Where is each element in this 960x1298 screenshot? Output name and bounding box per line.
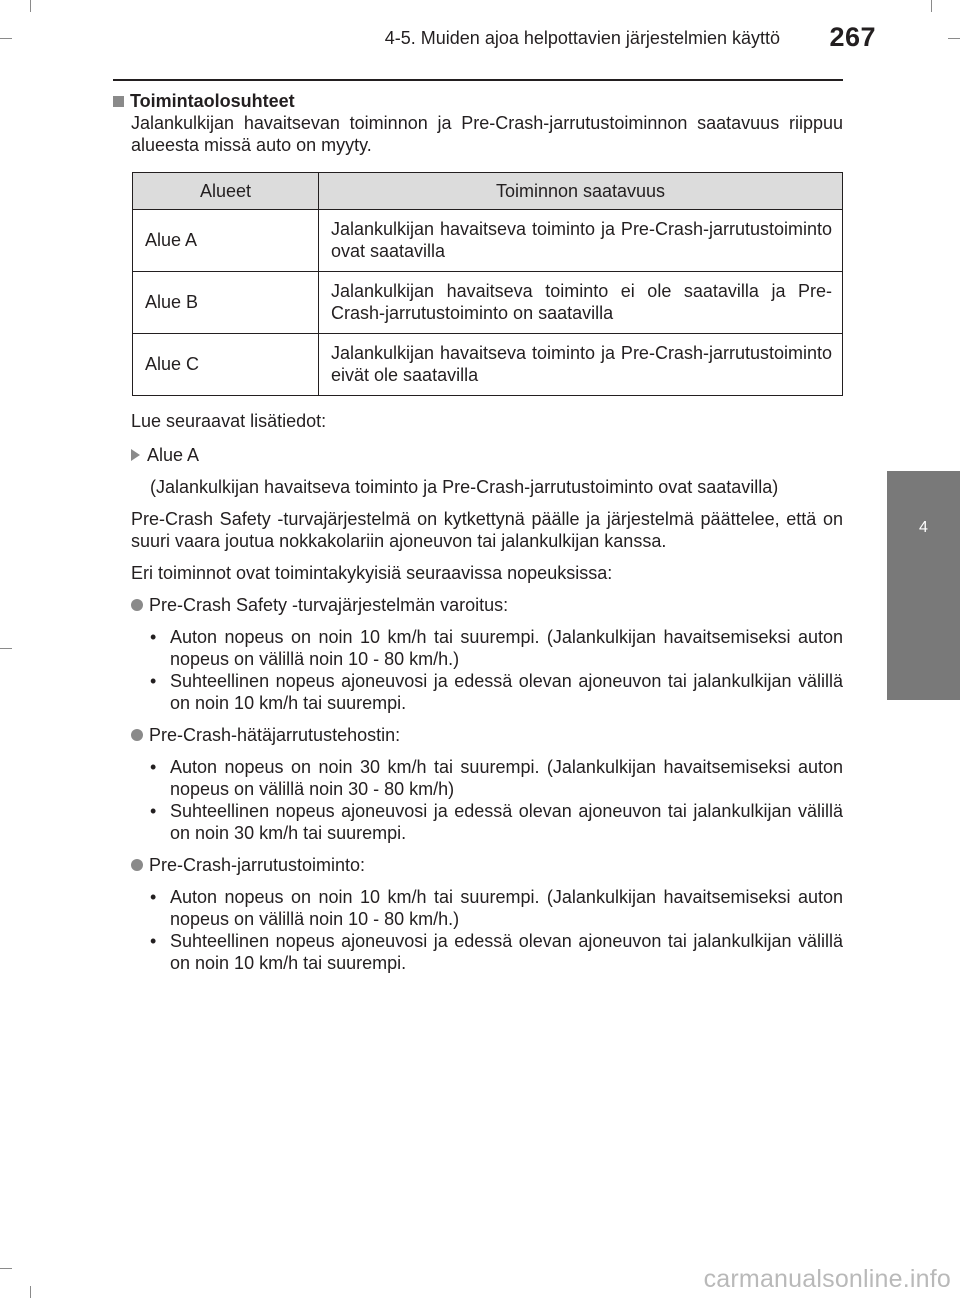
crop-mark [0,38,12,39]
condition-list [150,626,843,714]
page-content [113,90,843,974]
list-item-text: Suhteellinen nopeus ajoneuvosi ja edessä olevan ajoneuvon tai jalankulkijan välillä on noin 10 km/h tai suurempi. [170,931,843,973]
chapter-number: 4 [919,519,928,536]
details-paragraph: Eri toiminnot ovat toimintakykyisiä seuraavissa nopeuksissa: [131,563,613,583]
circle-bullet-icon [131,859,143,871]
table-cell-zone: Alue C [133,334,319,396]
list-item: • Auton nopeus on noin 30 km/h tai suurempi. (Jalankulkijan havaitsemiseksi auton nopeus on välillä noin 30 - 80 km/h) [150,757,843,799]
triangle-bullet-icon [131,449,140,461]
zone-item-note: (Jalankulkijan havaitseva toiminto ja Pre-Crash-jarrutustoiminto ovat saatavilla) [150,477,779,497]
table-header-zone: Alueet [133,173,319,210]
function-heading [131,854,843,876]
crop-mark [948,38,960,39]
chapter-tab[interactable] [887,471,960,700]
list-item-text: Auton nopeus on noin 10 km/h tai suurempi. (Jalankulkijan havaitsemiseksi auton nopeus on välillä noin 10 - 80 km/h.) [170,887,843,929]
function-title: Pre-Crash-hätäjarrutustehostin: [149,725,401,745]
chapter-label: Ajaminen [28,587,45,657]
list-item: • Auton nopeus on noin 10 km/h tai suurempi. (Jalankulkijan havaitsemiseksi auton nopeus on välillä noin 10 - 80 km/h.) [150,627,843,669]
table-row [133,210,843,272]
crop-mark [0,1268,12,1269]
list-item-text: Auton nopeus on noin 10 km/h tai suurempi. (Jalankulkijan havaitsemiseksi auton nopeus on välillä noin 10 - 80 km/h.) [170,627,843,669]
table-cell-availability: Jalankulkijan havaitseva toiminto ei ole saatavilla ja Pre-Crash-jarrutustoiminto on saatavilla [319,272,843,334]
function-title: Pre-Crash Safety -turvajärjestelmän varoitus: [149,595,509,615]
section-heading [113,90,843,112]
list-item-text: Auton nopeus on noin 30 km/h tai suurempi. (Jalankulkijan havaitsemiseksi auton nopeus on välillä noin 30 - 80 km/h) [170,757,843,799]
crop-mark [30,1286,31,1298]
table-cell-zone: Alue B [133,272,319,334]
list-item: • Suhteellinen nopeus ajoneuvosi ja edessä olevan ajoneuvon tai jalankulkijan välillä on noin 30 km/h tai suurempi. [150,801,843,843]
crop-mark [0,648,12,649]
list-item: • Auton nopeus on noin 10 km/h tai suurempi. (Jalankulkijan havaitsemiseksi auton nopeus on välillä noin 10 - 80 km/h.) [150,887,843,929]
header-rule [113,79,843,81]
condition-list [150,886,843,974]
crop-mark [931,0,932,12]
table-cell-availability: Jalankulkijan havaitseva toiminto ja Pre-Crash-jarrutustoiminto eivät ole saatavilla [319,334,843,396]
function-heading [131,724,843,746]
section-heading-text: Toimintaolosuhteet [130,91,295,111]
table-cell-availability: Jalankulkijan havaitseva toiminto ja Pre-Crash-jarrutustoiminto ovat saatavilla [319,210,843,272]
details-lead: Lue seuraavat lisätiedot: [131,411,327,431]
running-header: 4-5. Muiden ajoa helpottavien järjestelmien käyttö [384,28,780,48]
list-item: • Suhteellinen nopeus ajoneuvosi ja edessä olevan ajoneuvon tai jalankulkijan välillä on noin 10 km/h tai suurempi. [150,671,843,713]
table-cell-zone: Alue A [133,210,319,272]
details-paragraph: Pre-Crash Safety -turvajärjestelmä on kytkettynä päälle ja järjestelmä päättelee, että on suuri vaara joutua nokkakolariin ajoneuvon tai jalankulkijan kanssa. [131,509,843,551]
table-row [133,334,843,396]
watermark[interactable]: carmanualsonline.info [703,1265,951,1293]
condition-list [150,756,843,844]
zone-item [131,444,843,466]
circle-bullet-icon [131,729,143,741]
table-header-availability: Toiminnon saatavuus [319,173,843,210]
list-item-text: Suhteellinen nopeus ajoneuvosi ja edessä olevan ajoneuvon tai jalankulkijan välillä on noin 10 km/h tai suurempi. [170,671,843,713]
square-bullet-icon [113,96,124,107]
function-heading [131,594,843,616]
table-row [133,272,843,334]
function-title: Pre-Crash-jarrutustoiminto: [149,855,366,875]
table-header-row [133,173,843,210]
circle-bullet-icon [131,599,143,611]
section-intro: Jalankulkijan havaitsevan toiminnon ja Pre-Crash-jarrutustoiminnon saatavuus riippuu alueesta missä auto on myyty. [131,113,843,155]
crop-mark [30,0,31,12]
list-item-text: Suhteellinen nopeus ajoneuvosi ja edessä olevan ajoneuvon tai jalankulkijan välillä on noin 30 km/h tai suurempi. [170,801,843,843]
availability-table [132,172,843,396]
page-number: 267 [829,22,876,52]
zone-item-label: Alue A [147,445,200,465]
list-item: • Suhteellinen nopeus ajoneuvosi ja edessä olevan ajoneuvon tai jalankulkijan välillä on noin 10 km/h tai suurempi. [150,931,843,973]
